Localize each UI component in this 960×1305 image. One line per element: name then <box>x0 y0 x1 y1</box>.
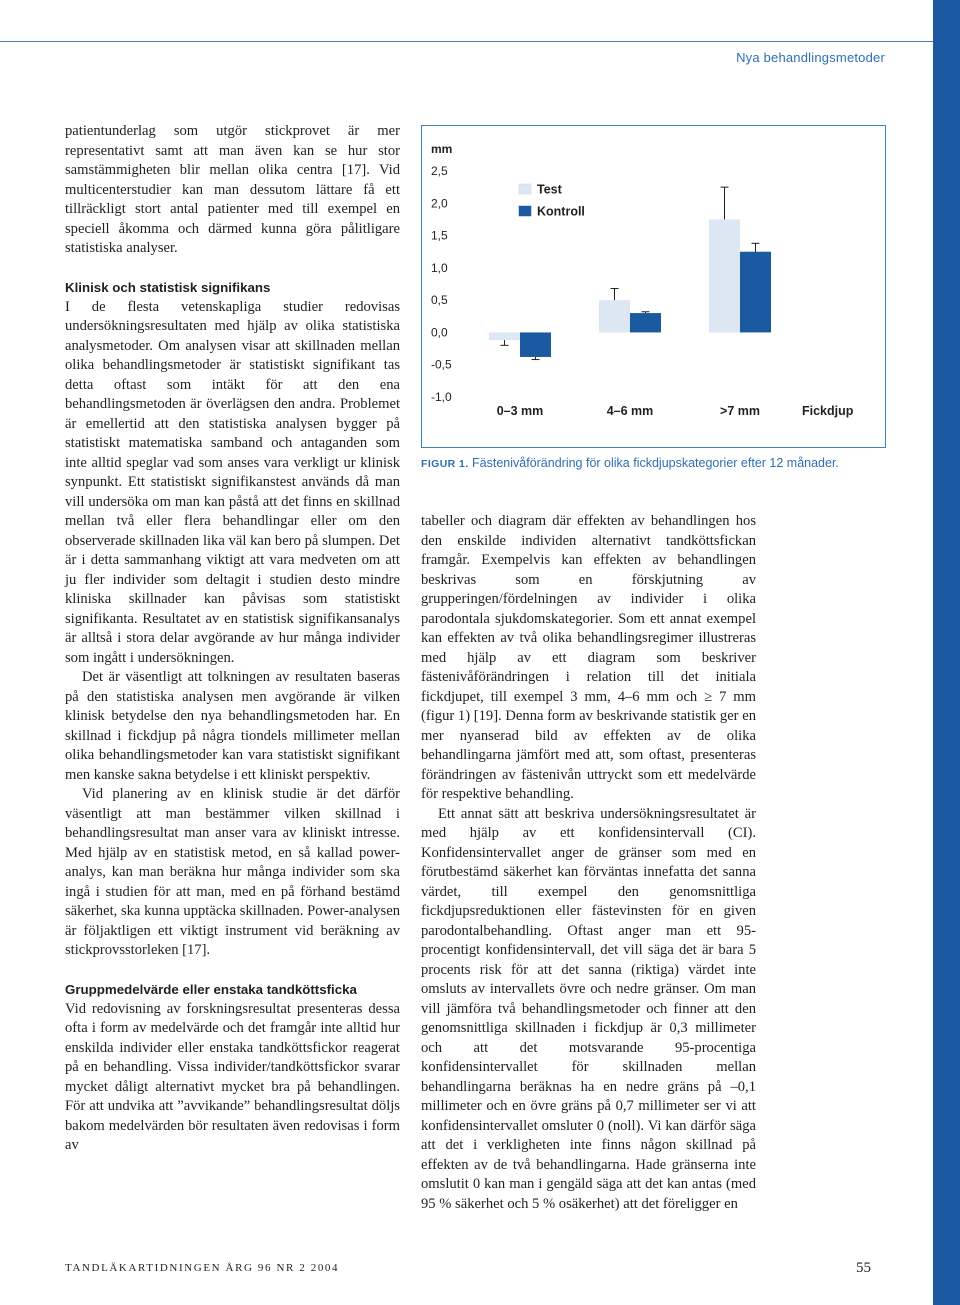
figure-label: FIGUR 1. <box>421 458 469 470</box>
y-tick-label: -0,5 <box>431 357 452 372</box>
bar-test <box>599 300 630 332</box>
header-rule <box>0 41 933 42</box>
bar-test <box>489 332 520 340</box>
left-column <box>65 122 400 1156</box>
paragraph: Det är väsentligt att tolkningen av resultaten baseras på den statistiska analysen men avgörande är vilken klinisk betydelse den nya behandlingsmetoden har. En skillnad i fickdjup på några tiondels millimeter mellan olika behandlingsmetoder kan vara statistiskt signifikant men kanske sakna betydelse i ett kliniskt perspektiv. <box>65 669 400 783</box>
bar-test <box>709 219 740 332</box>
y-tick-label: -1,0 <box>431 390 452 404</box>
bar-chart <box>422 126 885 447</box>
y-tick-label: 0,0 <box>431 325 448 340</box>
figure-caption <box>421 455 901 472</box>
x-tick-label: 0–3 mm <box>496 404 544 418</box>
page-number: 55 <box>856 1260 871 1276</box>
y-tick-label: 1,5 <box>431 228 448 243</box>
paragraph: Ett annat sätt att beskriva undersökningsresultatet är med hjälp av ett konfidensintervall (CI). Konfidensintervallet anger de gränser som med en förutbestämd säkerhet kan förväntas innefatta det sanna värdet, till exempel den genomsnittliga fickdjupsreduktionen eller fästevinsten för en given parodontalbehandling. Oftast anger man ett 95-procentigt konfidensintervall, det vill säga det är bara 5 procents risk för att det sanna (riktiga) värdet inte omsluts av intervallets övre och nedre gränser. Om man vill jämföra två behandlingsmetoder och finner att den genomsnittliga skillnaden i fickdjup är 0,3 millimeter och att det motsvarande 95-procentiga konfidensintervallet för skillnaden mellan behandlingarna beräknas ha en nedre gräns på –0,1 millimeter och en övre gräns på 0,7 millimeter ser vi att konfidensintervallet omsluter 0 (noll). Vi kan därför säga att det i verkligheten inte finns någon skillnad på effekten av de två behandlingarna. Hade gränserna inte omslutit 0 kan man i gengäld säga att det kan antas (med 95 % säkerhet och 5 % osäkerhet) att det föreligger en <box>421 805 756 1212</box>
caption-text: Fästenivåförändring för olika fickdjupskategorier efter 12 månader. <box>472 456 839 470</box>
journal-footer: TANDLÄKARTIDNINGEN ÅRG 96 NR 2 2004 <box>65 1262 340 1274</box>
legend-swatch-test <box>519 184 531 194</box>
paragraph: Vid planering av en klinisk studie är det därför väsentligt att man bestämmer vilken skillnad i behandlingsresultat man anser vara av kliniskt intresse. Med hjälp av en statistisk metod, en så kallad power-analys, kan man beräkna hur många individer som ska ingå i studien för att man, med en på förhand bestämd säkerhet, ska kunna upptäcka skillnaden. Power-analysen är följaktligen ett viktigt instrument vid beräkning av stickprovsstorleken [17]. <box>65 786 400 958</box>
y-tick-label: 0,5 <box>431 293 448 308</box>
section-label: Nya behandlingsmetoder <box>736 50 885 65</box>
legend-label-kontroll: Kontroll <box>537 204 585 219</box>
y-axis-unit: mm <box>431 142 453 156</box>
y-tick-label: 2,5 <box>431 164 448 178</box>
legend-swatch-kontroll <box>519 206 531 216</box>
paragraph: tabeller och diagram där effekten av behandlingen hos den enskilde individen alternativt tandköttsfickan framgår. Exempelvis kan effekten av behandlingen beskrivas som en förskjutning av grupperingen/fördelningen av individer i olika parodontala sjukdomskategorier. Som ett annat exempel kan effekten av två olika behandlingsregimer illustreras med hjälp av ett diagram som beskriver fästenivåförändringen i relation till det initiala fickdjupet, till exempel 3 mm, 4–6 mm och ≥ 7 mm (figur 1) [19]. Denna form av beskrivande statistik ger en mer nyanserad bild av effekten av de olika behandlingarna jämfört med att, som oftast, presenteras förändringen av fästenivån uttryckt som ett medelvärde för respektive behandling. <box>421 513 756 802</box>
legend-label-test: Test <box>537 182 562 197</box>
right-column <box>421 512 756 1214</box>
subheading-gruppmedelvarde: Gruppmedelvärde eller enstaka tandköttsficka <box>65 982 357 997</box>
x-tick-label: 4–6 mm <box>606 404 654 418</box>
bar-kontroll <box>740 252 771 333</box>
y-tick-label: 1,0 <box>431 260 448 275</box>
paragraph: patientunderlag som utgör stickprovet är mer representativt samt att man även kan se hur stor samstämmigheten blir mellan olika centra [17]. Vid multicenterstudier kan man dessutom lättare få ett tillräckligt stort antal patienter med till exempel en speciell åkomma och därmed kunna göra pålitligare statistiska analyser. <box>65 123 400 256</box>
bar-kontroll <box>520 332 551 357</box>
y-tick-label: 2,0 <box>431 196 448 211</box>
x-tick-label: >7 mm <box>720 404 760 418</box>
side-color-bar <box>933 0 960 1305</box>
paragraph: Vid redovisning av forskningsresultat presenteras dessa ofta i form av medelvärde och det framgår inte alltid hur enskilda individer eller enstaka tandköttsfickor reagerat på en behandling. Vissa individer/tandköttsfickor svarar mycket dåligt alternativt mycket bra på behandlingen. För att undvika att ”avvikande” behandlingsresultat döljs bakom medelvärden bör resultaten även redovisas i form av <box>65 1000 400 1153</box>
subheading-signifikans: Klinisk och statistisk signifikans <box>65 280 271 295</box>
x-axis-label: Fickdjup <box>802 404 854 418</box>
figure-1-chart <box>421 125 886 448</box>
bar-kontroll <box>630 313 661 332</box>
paragraph: I de flesta vetenskapliga studier redovisas undersökningsresultaten med hjälp av olika statistiska analysmetoder. Om analysen visar att skillnaden mellan olika behandlingsmetoder är statistiskt signifikant tas detta oftast som intäkt för att den ena behandlingsmetoden är överlägsen den andra. Problemet är emellertid att den statistiska analysen bygger på statistiskt matematiska samband och antaganden som inte alltid speglar vad som anses vara verkligt ur klinisk synpunkt. Ett statistiskt signifikanstest används då man vill undersöka om man kan påstå att det finns en skillnad mellan två eller flera behandlingar eller om den observerade skillnaden lika väl kan bero på slumpen. Det är i detta sammanhang viktigt att vara medveten om att ju fler individer som deltagit i studien desto mindre kliniska skillnader kan påvisas som statistiskt signifikanta. Resultatet av en statistisk signifikansanalys är alltså i stora delar avgörande av hur många individer som ingått i undersökningen. <box>65 298 400 666</box>
